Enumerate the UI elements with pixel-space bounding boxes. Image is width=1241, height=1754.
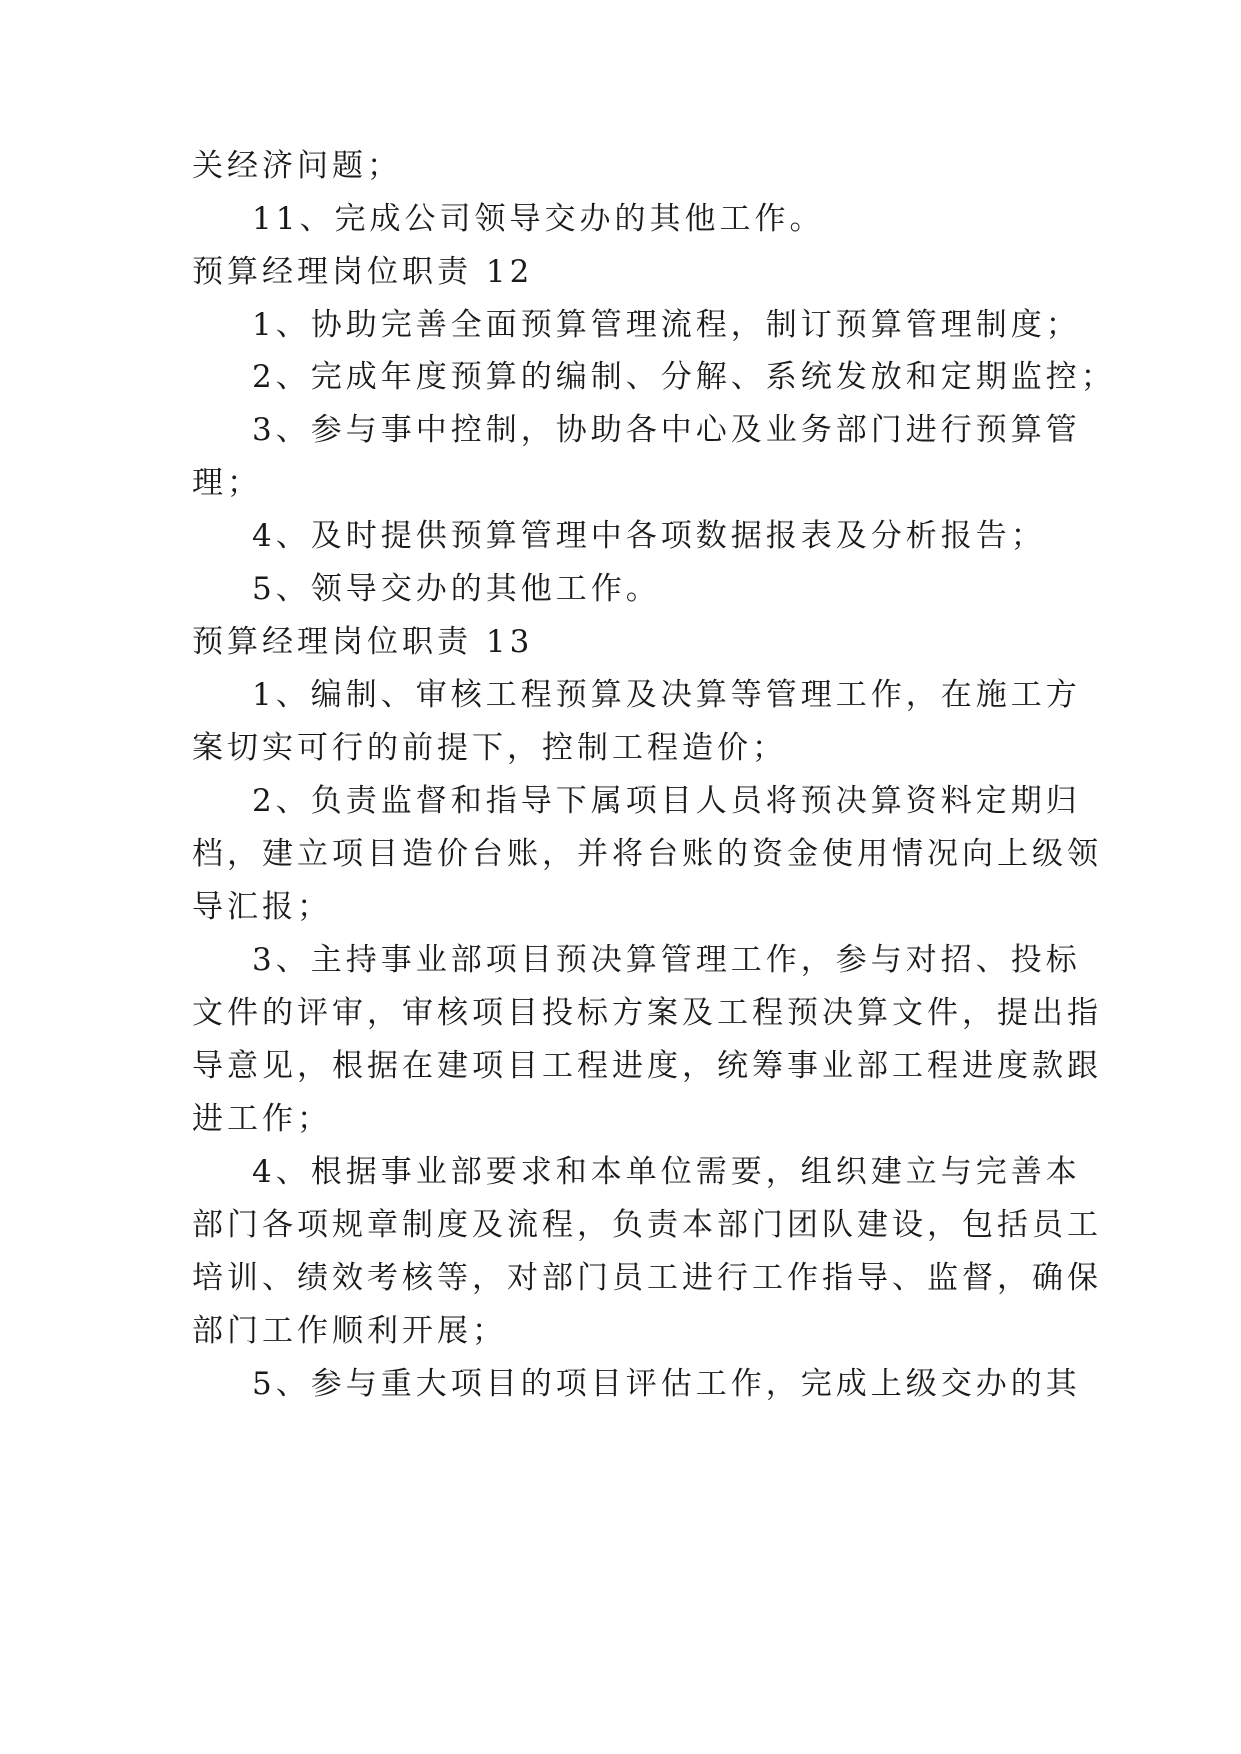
text-line: 案切实可行的前提下，控制工程造价； bbox=[192, 730, 787, 766]
text-line: 2、负责监督和指导下属项目人员将预决算资料定期归 bbox=[252, 783, 1081, 819]
section-heading: 预算经理岗位职责 13 bbox=[192, 624, 534, 660]
section-heading: 预算经理岗位职责 12 bbox=[192, 254, 534, 290]
text-line: 5、领导交办的其他工作。 bbox=[252, 571, 661, 607]
text-line: 部门各项规章制度及流程，负责本部门团队建设，包括员工 bbox=[192, 1207, 1102, 1243]
text-line: 1、协助完善全面预算管理流程，制订预算管理制度； bbox=[252, 307, 1081, 343]
text-line: 2、完成年度预算的编制、分解、系统发放和定期监控； bbox=[252, 359, 1116, 395]
text-line: 4、及时提供预算管理中各项数据报表及分析报告； bbox=[252, 518, 1046, 554]
text-line: 理； bbox=[192, 465, 262, 501]
text-line: 3、参与事中控制，协助各中心及业务部门进行预算管 bbox=[252, 412, 1081, 448]
text-line: 导汇报； bbox=[192, 889, 332, 925]
text-line: 文件的评审，审核项目投标方案及工程预决算文件，提出指 bbox=[192, 995, 1102, 1031]
text-line: 11、完成公司领导交办的其他工作。 bbox=[252, 201, 825, 237]
text-line: 1、编制、审核工程预算及决算等管理工作，在施工方 bbox=[252, 677, 1081, 713]
text-line: 3、主持事业部项目预决算管理工作，参与对招、投标 bbox=[252, 942, 1081, 978]
text-line: 档，建立项目造价台账，并将台账的资金使用情况向上级领 bbox=[192, 836, 1102, 872]
text-line: 部门工作顺利开展； bbox=[192, 1313, 507, 1349]
text-line: 关经济问题； bbox=[192, 148, 402, 184]
text-line: 4、根据事业部要求和本单位需要，组织建立与完善本 bbox=[252, 1154, 1081, 1190]
text-line: 5、参与重大项目的项目评估工作，完成上级交办的其 bbox=[252, 1366, 1081, 1402]
text-line: 导意见，根据在建项目工程进度，统筹事业部工程进度款跟 bbox=[192, 1048, 1102, 1084]
text-line: 进工作； bbox=[192, 1101, 332, 1137]
text-line: 培训、绩效考核等，对部门员工进行工作指导、监督，确保 bbox=[192, 1260, 1102, 1296]
